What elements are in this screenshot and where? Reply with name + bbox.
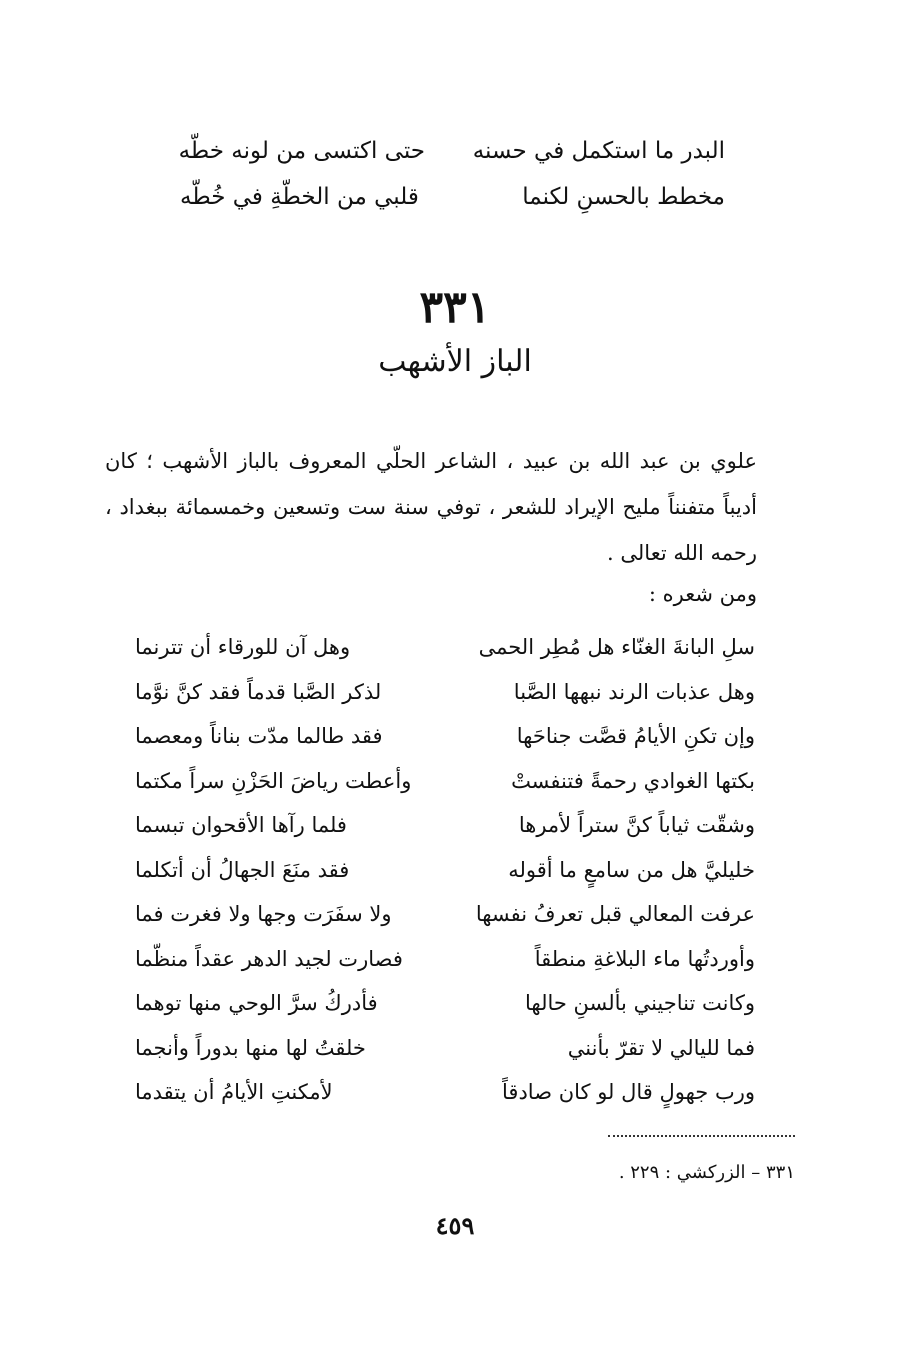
poem-hemistich-second: فقد طالما مدّت بناناً ومعصما (135, 724, 383, 748)
poem-hemistich-first: خليليَّ هل من سامعٍ ما أقوله (508, 857, 755, 882)
poem-hemistich-first: وإن تكنِ الأيامُ قصَّت جناحَها (516, 724, 755, 748)
poem-hemistich-second: فلما رآها الأقحوان تبسما (135, 813, 347, 837)
verse-hemistich-first: مخطط بالحسنِ لكنما (522, 184, 725, 210)
poem-line (135, 892, 755, 937)
poem-line (135, 937, 755, 982)
poem-hemistich-second: خلقتُ لها منها بدوراً وأنجما (135, 1035, 366, 1060)
poem-hemistich-first: وكانت تناجيني بألسنِ حالها (525, 991, 755, 1015)
poem-hemistich-first: وهل عذبات الرند نبهها الصَّبا (513, 679, 755, 704)
poem-line (135, 1026, 755, 1071)
poem-line (135, 1070, 755, 1115)
poem-hemistich-first: وشقّت ثياباً كنَّ ستراً لأمرها (518, 813, 755, 837)
poem-hemistich-second: وهل آن للورقاء أن تترنما (135, 635, 351, 659)
poem-line (135, 803, 755, 848)
verse-line (180, 128, 725, 174)
poem-line (135, 625, 755, 670)
poem-hemistich-first: ورب جهولٍ قال لو كان صادقاً (502, 1080, 755, 1104)
poem-hemistich-second: فأدركُ سرَّ الوحي منها توهما (135, 991, 378, 1015)
entry-number: ٣٣١ (419, 282, 491, 333)
poem-hemistich-second: لذكر الصَّبا قدماً فقد كنَّ نوَّما (135, 679, 382, 704)
verse-hemistich-second: قلبي من الخطّةِ في خُطّه (180, 184, 419, 210)
biography-paragraph: علوي بن عبد الله بن عبيد ، الشاعر الحلّي المعروف بالباز الأشهب ؛ كان أديباً متفنناً مليح الإيراد للشعر ، توفي سنة ست وتسعين وخمسمائة ببغداد ، رحمه الله تعالى . (105, 449, 757, 565)
page-number: ٤٥٩ (435, 1211, 475, 1240)
poet-name: الباز الأشهب (378, 344, 532, 379)
poem-hemistich-second: فقد منَعَ الجهالُ أن أتكلما (135, 857, 350, 882)
footnote: ٣٣١ – الزركشي : ٢٢٩ . (618, 1162, 795, 1183)
poem-hemistich-first: سلِ البانةَ الغنّاء هل مُطِر الحمى (478, 635, 755, 659)
poem-hemistich-first: عرفت المعالي قبل تعرفُ نفسها (475, 902, 755, 926)
poem-line (135, 670, 755, 715)
poetry-intro: ومن شعره : (648, 582, 757, 606)
poem-hemistich-second: فصارت لجيد الدهر عقداً منظّما (135, 946, 403, 971)
poem-hemistich-second: ولا سفَرَت وجها ولا فغرت فما (135, 902, 392, 926)
poem-line (135, 981, 755, 1026)
poem-hemistich-second: لأمكنتِ الأيامُ أن يتقدما (135, 1080, 333, 1104)
verse-line (180, 174, 725, 220)
poem-line (135, 848, 755, 893)
verse-hemistich-first: البدر ما استكمل في حسنه (472, 138, 725, 164)
poem-line (135, 714, 755, 759)
poem-hemistich-first: وأوردتُها ماء البلاغةِ منطقاً (534, 946, 755, 971)
poem (135, 625, 755, 1115)
poem-hemistich-first: فما لليالي لا تقرّ بأنني (567, 1035, 755, 1060)
footnote-separator (608, 1135, 795, 1137)
top-verses (180, 128, 725, 220)
poem-hemistich-first: بكتها الغوادي رحمةً فتنفستْ (511, 768, 755, 793)
poem-hemistich-second: وأعطت رياضَ الحَزْنِ سراً مكتما (135, 768, 412, 793)
poem-line (135, 759, 755, 804)
verse-hemistich-second: حتى اكتسى من لونه خطّه (178, 138, 425, 164)
